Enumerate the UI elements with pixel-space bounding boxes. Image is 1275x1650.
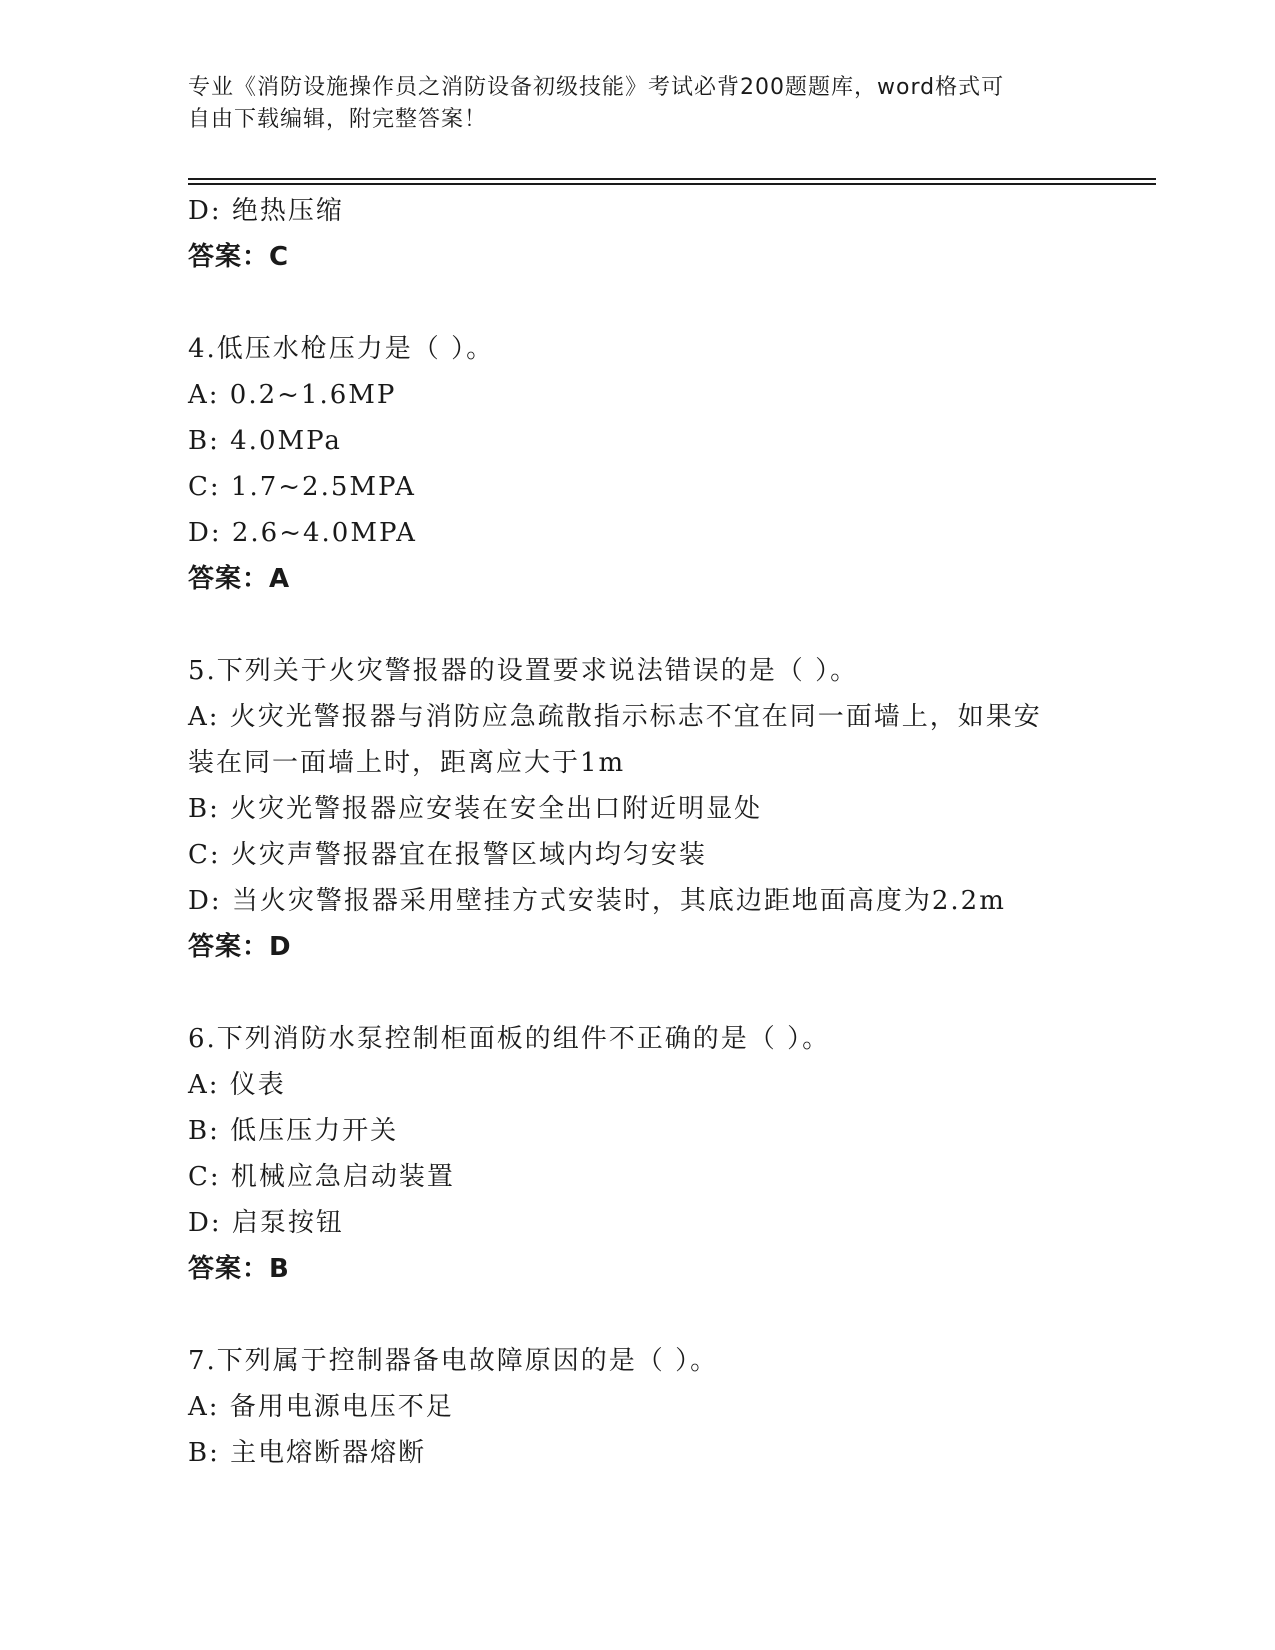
question-7 [188,1338,1088,1476]
question-title: 5.下列关于火灾警报器的设置要求说法错误的是（ ）。 [188,656,859,686]
answer-label: 答案：B [188,1254,290,1284]
option-b: B: 4.0MPa [188,426,342,456]
option-d: D: 绝热压缩 [188,196,344,226]
header-divider-bottom [188,183,1156,185]
option-d: D: 2.6~4.0MPA [188,518,417,548]
question-5 [188,648,1088,970]
option-a-line-1: A: 火灾光警报器与消防应急疏散指示标志不宜在同一面墙上，如果安 [188,702,1042,732]
option-b: B: 火灾光警报器应安装在安全出口附近明显处 [188,794,763,824]
question-title: 4.低压水枪压力是（ ）。 [188,334,495,364]
document-header [188,72,1088,136]
option-c: C: 1.7~2.5MPA [188,472,416,502]
option-a: A: 仪表 [188,1070,286,1100]
option-b: B: 主电熔断器熔断 [188,1438,427,1468]
option-d: D: 当火灾警报器采用壁挂方式安装时，其底边距地面高度为2.2m [188,886,1006,916]
question-title: 7.下列属于控制器备电故障原因的是（ ）。 [188,1346,719,1376]
question-6 [188,1016,1088,1292]
option-b: B: 低压压力开关 [188,1116,399,1146]
answer-label: 答案：D [188,932,292,962]
question-title: 6.下列消防水泵控制柜面板的组件不正确的是（ ）。 [188,1024,831,1054]
answer-label: 答案：C [188,242,290,272]
option-c: C: 火灾声警报器宜在报警区域内均匀安装 [188,840,707,870]
option-a-line-2: 装在同一面墙上时，距离应大于1m [188,748,626,778]
answer-label: 答案：A [188,564,291,594]
option-d: D: 启泵按钮 [188,1208,344,1238]
question-4 [188,326,1088,602]
header-line-2: 自由下载编辑，附完整答案！ [188,107,488,132]
header-line-1: 专业《消防设施操作员之消防设备初级技能》考试必背200题题库，word格式可 [188,75,1005,100]
option-c: C: 机械应急启动装置 [188,1162,455,1192]
header-divider-top [188,178,1156,180]
question-list [188,188,1088,1476]
option-a: A: 0.2~1.6MP [188,380,397,410]
option-a: A: 备用电源电压不足 [188,1392,454,1422]
question-3-tail [188,188,1088,280]
